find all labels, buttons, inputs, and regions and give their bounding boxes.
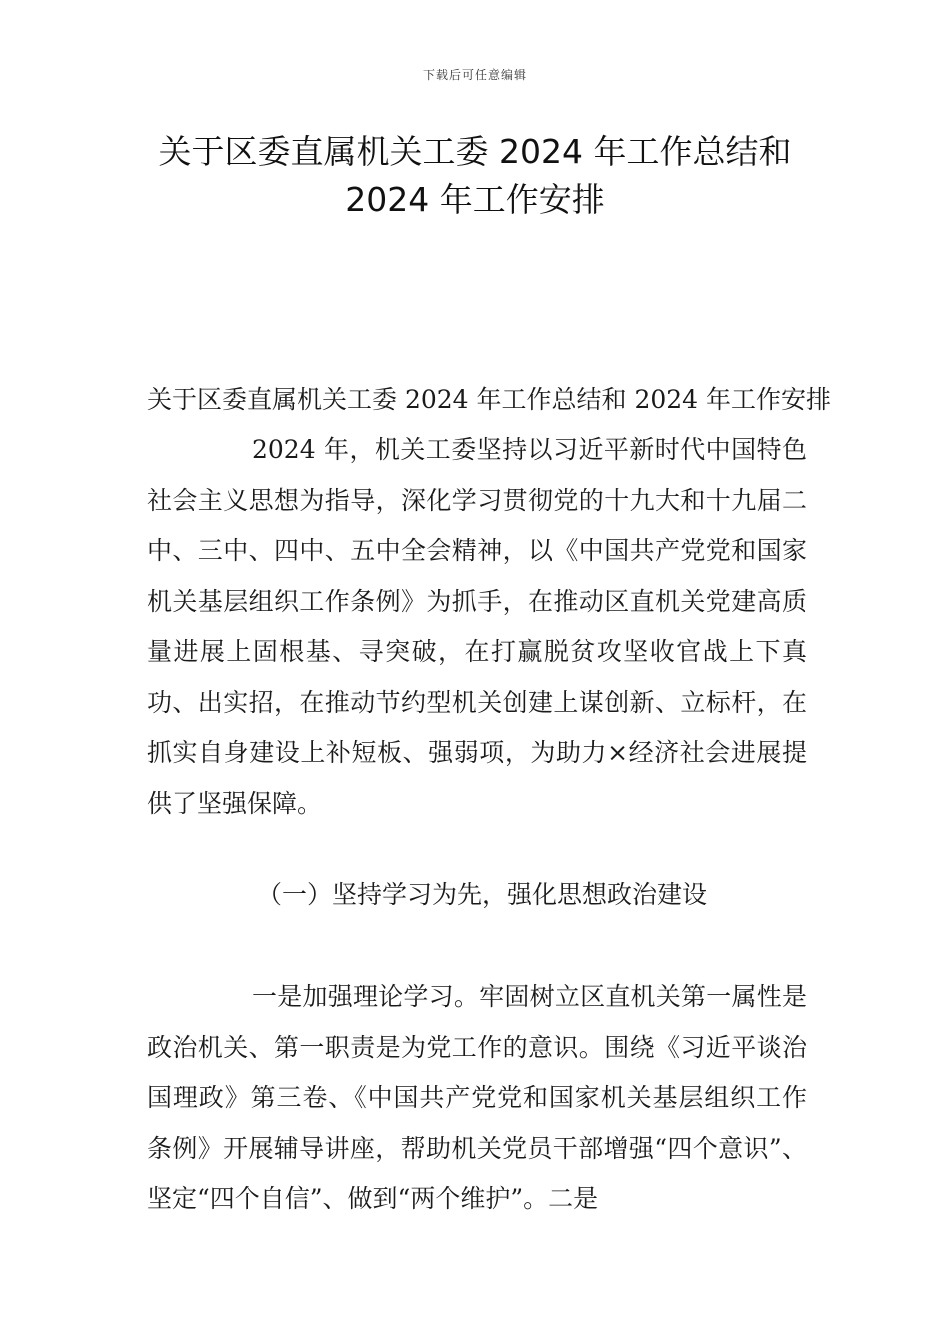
document-title	[60, 128, 890, 224]
title-line-2: 2024 年工作安排	[345, 180, 605, 219]
intro-paragraph: 2024 年，机关工委坚持以习近平新时代中国特色社会主义思想为指导，深化学习贯彻党的十九大和十九届二中、三中、四中、五中全会精神，以《中国共产党党和国家机关基层组织工作条例》为抓手，在推动区直机关党建高质量进展上固根基、寻突破，在打赢脱贫攻坚收官战上下真功、出实招，在推动节约型机关创建上谋创新、立标杆，在抓实自身建设上补短板、强弱项，为助力×经济社会进展提供了坚强保障。	[147, 435, 807, 818]
subject-line: 关于区委直属机关工委 2024 年工作总结和 2024 年工作安排	[147, 385, 832, 414]
title-line-1: 关于区委直属机关工委 2024 年工作总结和	[158, 132, 792, 171]
section-heading-1: （一）坚持学习为先，强化思想政治建设	[257, 880, 708, 909]
section-1-paragraph: 一是加强理论学习。牢固树立区直机关第一属性是政治机关、第一职责是为党工作的意识。围绕《习近平谈治国理政》第三卷、《中国共产党党和国家机关基层组织工作条例》开展辅导讲座，帮助机关党员干部增强“四个意识”、坚定“四个自信”、做到“两个维护”。二是	[147, 982, 807, 1213]
header-note: 下载后可任意编辑	[422, 68, 527, 82]
